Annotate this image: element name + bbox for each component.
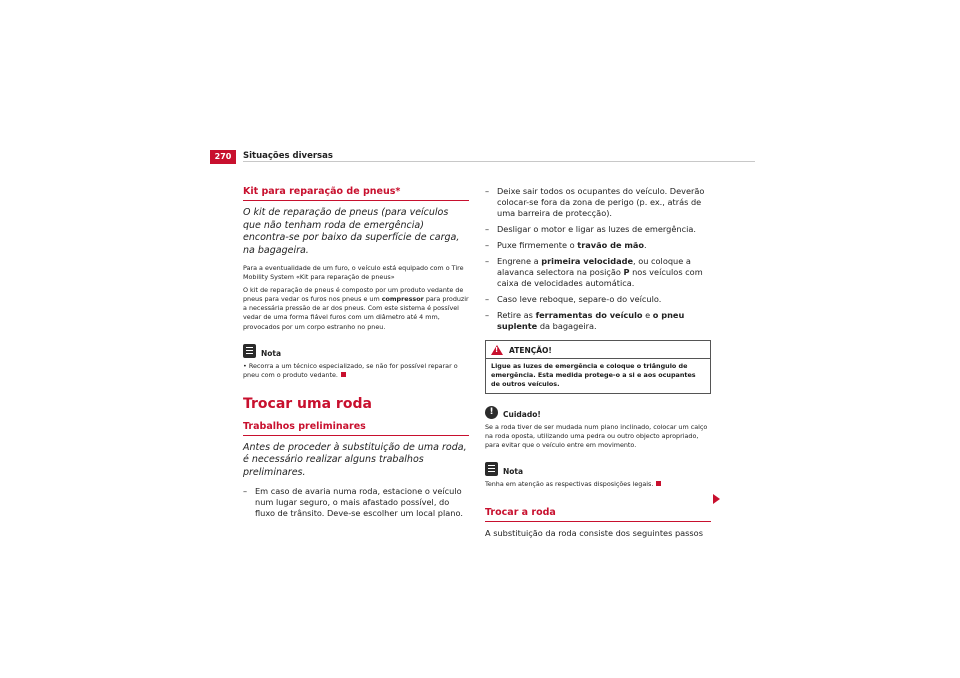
caution-text: Se a roda tiver de ser mudada num plano inclinado, colocar um calço na roda oposta, utilizando uma pedra ou outro objecto apropriado, para evitar que o veículo entre em movimento. — [485, 423, 708, 450]
running-head: Situações diversas — [243, 151, 333, 161]
kit-paragraph-2: O kit de reparação de pneus é composto por um produto vedante de pneus para vedar os furos nos pneus e um compressor para produzir a necessária pressão de ar dos pneus. Com este sistema é possível vedar de uma forma fiável furos com um diâmetro até 4 mm, provocados por um corpo estranho no pneu. — [243, 286, 469, 331]
continue-arrow-icon — [713, 494, 720, 504]
warning-title: ATENÇÃO! — [509, 345, 552, 355]
kit-heading: Kit para reparação de pneus* — [243, 186, 469, 201]
end-mark-icon — [341, 372, 346, 377]
kit-paragraph-1: Para a eventualidade de um furo, o veículo está equipado com o Tire Mobility System «Kit para reparação de pneus» — [243, 264, 464, 282]
step-item: – Retire as ferramentas do veículo e o pneu suplente da bagageira. — [485, 310, 685, 331]
warning-box — [485, 340, 711, 394]
page-number: 270 — [210, 150, 236, 164]
end-mark-icon — [656, 481, 661, 486]
step-item: – Caso leve reboque, separe-o do veículo. — [485, 294, 662, 304]
caution-icon: ! — [485, 406, 498, 419]
caution-heading — [485, 406, 711, 419]
right-column — [485, 186, 711, 539]
warning-triangle-icon — [491, 345, 503, 355]
step-item: – Deixe sair todos os ocupantes do veículo. Deverão colocar-se fora da zona de perigo (p. ex., atrás de uma barreira de protecção). — [485, 186, 705, 218]
header-rule — [243, 161, 755, 162]
caution-title: Cuidado! — [503, 410, 541, 419]
section-heading: Trocar uma roda — [243, 395, 372, 412]
kit-note-text: • Recorra a um técnico especializado, se não for possível reparar o pneu com o produto vedante. — [243, 361, 458, 379]
step-item: – Puxe firmemente o travão de mão. — [485, 240, 647, 250]
kit-note-title: Nota — [261, 348, 282, 358]
left-column — [243, 186, 469, 524]
kit-lead: O kit de reparação de pneus (para veículos que não tenham roda de emergência) encontra-se por baixo da superfície de carga, na bagageira. — [243, 207, 460, 256]
legal-note-title: Nota — [503, 467, 524, 477]
warning-header — [486, 341, 710, 359]
legal-note-text: Tenha em atenção as respectivas disposições legais. — [485, 480, 711, 489]
change-wheel-heading: Trocar a roda — [485, 507, 711, 522]
legal-note-heading — [485, 462, 711, 476]
step-item: – Desligar o motor e ligar as luzes de emergência. — [485, 224, 696, 234]
step-item: – Engrene a primeira velocidade, ou coloque a alavanca selectora na posição P nos veículos com caixa de velocidades automática. — [485, 256, 703, 288]
note-icon — [485, 462, 498, 476]
note-icon — [243, 344, 256, 358]
step-item: – Em caso de avaria numa roda, estacione o veículo num lugar seguro, o mais afastado possível, do fluxo de trânsito. Deve-se escolher um local plano. — [243, 486, 463, 519]
prelim-lead: Antes de proceder à substituição de uma roda, é necessário realizar alguns trabalhos preliminares. — [243, 441, 467, 478]
prelim-heading: Trabalhos preliminares — [243, 421, 469, 436]
kit-note-heading — [243, 344, 469, 358]
warning-text: Ligue as luzes de emergência e coloque o triângulo de emergência. Esta medida protege-o a si e aos ocupantes de outros veículos. — [491, 362, 696, 388]
change-wheel-intro: A substituição da roda consiste dos seguintes passos — [485, 528, 703, 539]
